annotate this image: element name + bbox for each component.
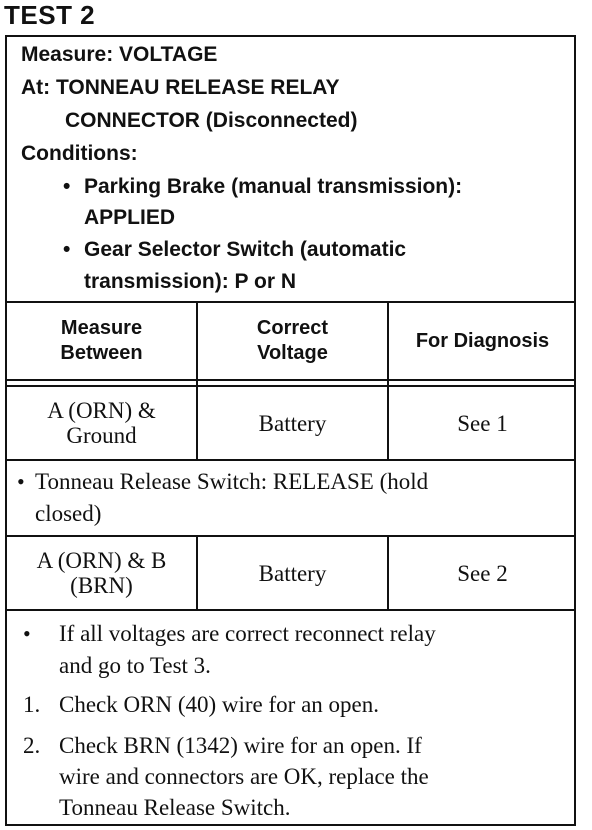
divider: [7, 609, 574, 611]
conditions-label: Conditions:: [21, 142, 138, 165]
switch-condition-line-2: closed): [35, 501, 102, 526]
note-2-line-1: Check BRN (1342) wire for an open. If: [59, 733, 422, 758]
note-2-line-3: Tonneau Release Switch.: [59, 795, 291, 820]
column-divider: [387, 301, 389, 459]
bullet-icon: •: [17, 469, 25, 494]
condition-2-line-1: Gear Selector Switch (automatic: [84, 238, 407, 261]
row-2-measure-between: A (ORN) & B (BRN): [36, 548, 167, 598]
test-title: TEST 2: [4, 0, 96, 30]
condition-2-line-2: transmission): P or N: [84, 270, 296, 293]
note-bullet-line-1: If all voltages are correct reconnect relay: [59, 621, 436, 646]
divider: [7, 379, 574, 381]
column-divider: [196, 535, 198, 609]
row-2-correct-voltage: Battery: [258, 560, 327, 586]
column-header-correct-voltage: Correct Voltage: [256, 317, 329, 364]
column-header-measure-between: Measure Between: [60, 317, 143, 364]
test-box: [5, 35, 576, 826]
switch-condition-line-1: Tonneau Release Switch: RELEASE (hold: [35, 469, 429, 494]
row-1-diagnosis: See 1: [457, 410, 508, 436]
note-2-number: 2.: [23, 733, 41, 758]
column-divider: [387, 535, 389, 609]
condition-1-line-1: Parking Brake (manual transmission):: [84, 175, 463, 198]
note-1-number: 1.: [23, 692, 41, 717]
location-line-2: CONNECTOR (Disconnected): [65, 109, 358, 132]
row-1-correct-voltage: Battery: [258, 410, 327, 436]
bullet-icon: •: [63, 175, 71, 198]
note-bullet-line-2: and go to Test 3.: [59, 653, 211, 678]
measure-type: Measure: VOLTAGE: [21, 43, 218, 66]
note-2-line-2: wire and connectors are OK, replace the: [59, 764, 429, 789]
row-2-diagnosis: See 2: [457, 560, 508, 586]
column-header-for-diagnosis: For Diagnosis: [415, 329, 550, 352]
bullet-icon: •: [63, 238, 71, 261]
column-divider: [196, 301, 198, 459]
bullet-icon: •: [23, 621, 31, 646]
note-1-text: Check ORN (40) wire for an open.: [59, 692, 379, 717]
location-line-1: At: TONNEAU RELEASE RELAY: [21, 76, 340, 99]
row-1-measure-between: A (ORN) & Ground: [47, 398, 156, 448]
condition-1-line-2: APPLIED: [84, 206, 176, 229]
divider: [7, 459, 574, 461]
